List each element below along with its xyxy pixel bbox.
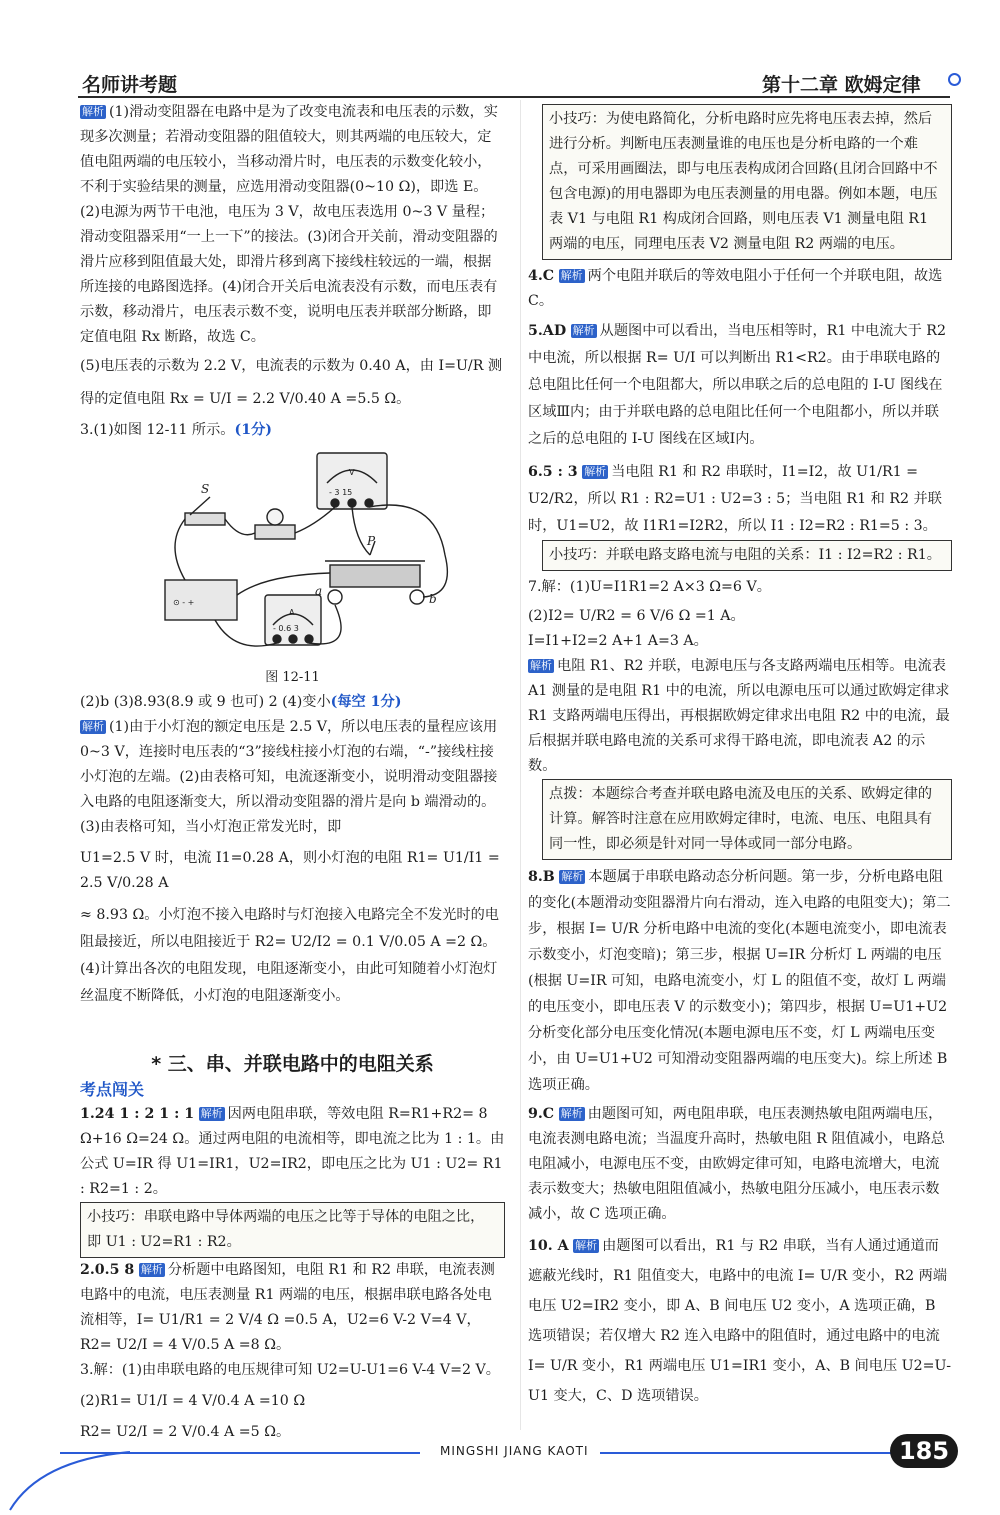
footer-rule [600, 1452, 900, 1454]
answer-4: 4.C 解析 两个电阻并联后的等效电阻小于任何一个并联电阻，故选 C。 [528, 268, 943, 309]
question-3-part2: (2)b (3)8.93(8.9 或 9 也可) 2 (4)变小(每空 1分) [80, 694, 402, 710]
question-3-answer: 3.(1)如图 12-11 所示。(1分) [80, 422, 272, 438]
answer-1: 1.24 1 : 2 1 : 1 解析 因两电阻串联，等效电阻 R=R1+R2= 8 Ω+16 Ω=24 Ω。通过两电阻的电流相等，即电流之比为 1 : 1。由公式 U=IR 得 U1=IR1，U2=IR2，即电压之比为 U1 : U2= R1 : R2=1 : 2。 [80, 1106, 505, 1197]
footer-curve-decoration [0, 1410, 140, 1515]
analysis-tag: 解析 [560, 269, 583, 282]
header-circle-icon [948, 73, 961, 86]
svg-text:a: a [315, 584, 323, 598]
tip-box: 小技巧：串联电路中导体两端的电压之比等于导体的电阻之比，即 U1 : U2=R1 : R2。 [80, 1202, 505, 1258]
answer-7: 7.解：(1)U=I1R1=2 A×3 Ω=6 V。 [528, 579, 771, 595]
svg-text:- 0.6 3: - 0.6 3 [273, 624, 299, 633]
analysis-tag: 解析 [561, 870, 584, 883]
analysis-tag: 解析 [560, 1107, 583, 1120]
tip-box: 点拨：本题综合考查并联电路电流及电压的关系、欧姆定律的计算。解答时注意在应用欧姆定律时，电流、电压、电阻具有同一性，即必须是针对同一导体或同一部分电路。 [542, 779, 952, 860]
solution-paragraph: 解析 (1)由于小灯泡的额定电压是 2.5 V，所以电压表的量程应该用 0~3 V，连接时电压表的“3”接线柱接小灯泡的右端，“-”接线柱接小灯泡的左端。(2)由表格可知，电流逐渐变小，说明滑动变阻器接入电路的电阻逐渐变大，所以滑动变阻器的滑片是向 b 端滑动的。(3)由表格可知，当小灯泡正常发光时，即 [80, 719, 498, 835]
formula-line: I=I1+I2=2 A+1 A=3 A。 [528, 633, 708, 649]
svg-text:⊙ - +: ⊙ - + [173, 598, 195, 607]
page-number: 185 [890, 1434, 958, 1468]
svg-text:P: P [367, 534, 376, 548]
answer-10: 10. A 解析 由题图可以看出，R1 与 R2 串联，当有人通过通道而遮蔽光线时，R1 阻值变大，电路中的电流 I= U/R 变小，R2 两端电压 U2=IR2 变小，即 A、B 间电压 U2 变小，A 选项正确，B 选项错误；若仅增大 R2 连入电路中的阻值时，通过电路中的电流 I= U/R 变小，R1 两端电压 U1=IR1 变小，A、B 间电压 U2=U-U1 变大，C、D 选项错误。 [528, 1238, 952, 1404]
analysis-tag: 解析 [584, 465, 607, 478]
footer-rule [60, 1452, 420, 1454]
answer-9: 9.C 解析 由题图可知，两电阻串联，电压表测热敏电阻两端电压，电流表测电路电流；当温度升高时，热敏电阻 R 阻值减小，电路总电阻减小，电源电压不变，由欧姆定律可知，电路电流增大，电流表示数变大；热敏电阻阻值减小，热敏电阻分压减小，电压表示数减小，故 C 选项正确。 [528, 1106, 945, 1222]
formula-line: (5)电压表的示数为 2.2 V，电流表的示数为 0.40 A，由 I=U/R 测 [80, 358, 503, 374]
analysis-tag: 解析 [82, 720, 104, 733]
answer-6: 6.5 : 3 解析 当电阻 R1 和 R2 串联时，I1=I2，故 U1/R1 = U2/R2，所以 R1 : R2=U1 : U2=3 : 5；当电阻 R1 和 R2 并联时，U1=U2，故 I1R1=I2R2，所以 I1 : I2=R2 : R1=5 : 3。 [528, 464, 942, 534]
tip-box: 小技巧：并联电路支路电流与电阻的关系：I1 : I2=R2 : R1。 [542, 540, 952, 571]
analysis-tag: 解析 [140, 1263, 163, 1276]
svg-text:b: b [429, 592, 437, 606]
analysis-tag: 解析 [82, 105, 104, 118]
header-rule [78, 96, 950, 98]
tip-box: 小技巧：为使电路简化，分析电路时应先将电压表去掉，然后进行分析。判断电压表测量谁的电压也是分析电路的一个难点，可采用画圈法，即与电压表构成闭合回路(且闭合回路中不包含电源)的用电器即为电压表测量的用电器。例如本题，电压表 V1 与电阻 R1 构成闭合回路，则电压表 V1 测量电阻 R1 两端的电压，同理电压表 V2 测量电阻 R2 两端的电压。 [542, 104, 952, 260]
svg-text:S: S [201, 482, 210, 496]
footer-brand: MINGSHI JIANG KAOTI [440, 1444, 589, 1458]
header-chapter-title: 第十二章 欧姆定律 [762, 74, 921, 96]
answer-5: 5.AD 解析 从题图中可以看出，当电压相等时，R1 中电流大于 R2 中电流，所以根据 R= U/I 可以判断出 R1<R2。由于串联电路的总电阻比任何一个电阻都大，所以串联之后的总电阻的 I-U 图线在区域Ⅲ内；由于并联电路的总电阻比任何一个电阻都小，所以并联之后的总电阻的 I-U 图线在区域Ⅰ内。 [528, 323, 947, 447]
analysis-tag: 解析 [575, 1239, 598, 1252]
analysis-tag: 解析 [200, 1107, 223, 1120]
solution-paragraph: 解析 (1)滑动变阻器在电路中是为了改变电流表和电压表的示数，实现多次测量；若滑动变阻器的阻值较大，则其两端的电压较大，定值电阻两端的电压较小，当移动滑片时，电压表的示数变化较小，不利于实验结果的测量，应选用滑动变阻器(0~10 Ω)，即选 E。(2)电源为两节干电池，电压为 3 V，故电压表选用 0~3 V 量程；滑动变阻器采用“一上一下”的接法。(3)闭合开关前，滑动变阻器的滑片应移到阻值最大处，即滑片移到离下接线柱较远的一端，根据所连接的电路图选择。(4)闭合开关后电流表没有示数，而电压表有示数，移动滑片，电压表示数不变，说明电压表并联部分断路，即定值电阻 Rx 断路，故选 C。 [80, 104, 498, 345]
left-column [80, 100, 505, 1445]
analysis-tag: 解析 [572, 324, 595, 337]
figure-caption: 图 12-11 [265, 670, 320, 685]
answer-3: 3.解：(1)由串联电路的电压规律可知 U2=U-U1=6 V-4 V=2 V。 [80, 1362, 500, 1378]
right-column [528, 104, 952, 1411]
formula-line: (2)R1= U1/I = 4 V/0.4 A =10 Ω [80, 1393, 306, 1409]
answer-2: 2.0.5 8 解析 分析题中电路图知，电阻 R1 和 R2 串联，电流表测电路中的电流，电压表测量 R1 两端的电压，根据串联电路各处电流相等，I= U1/R1 = 2 V/4 Ω =0.5 A，U2=6 V-2 V=4 V，R2= U2/I = 4 V/0.5 A =8 Ω。 [80, 1262, 495, 1353]
svg-text:V: V [349, 468, 355, 477]
svg-text:- 3 15: - 3 15 [329, 488, 353, 497]
solution-paragraph: 解析 电阻 R1、R2 并联，电源电压与各支路两端电压相等。电流表 A1 测量的是电阻 R1 中的电流，所以电源电压可以通过欧姆定律求 R1 支路两端电压得出，再根据欧姆定律求出电阻 R2 中的电流，最后根据并联电路电流的关系可求得干路电流，即电流表 A2 的示数。 [528, 658, 950, 774]
circuit-figure [155, 445, 495, 665]
column-divider [520, 100, 521, 1430]
analysis-tag: 解析 [530, 659, 552, 672]
formula-line: U1=2.5 V 时，电流 I1=0.28 A，则小灯泡的电阻 R1= U1/I1 = 2.5 V/0.28 A [80, 850, 500, 891]
subsection-heading: 考点闯关 [80, 1080, 145, 1099]
answer-8: 8.B 解析 本题属于串联电路动态分析问题。第一步，分析电路电阻的变化(本题滑动变阻器滑片向右滑动，连入电路的电阻变大)；第二步，根据 I= U/R 分析电路中电流的变化(本题电流变小，即电流表示数变小，灯泡变暗)；第三步，根据 U=IR 分析灯 L 两端的电压(根据 U=IR 可知，电路电流变小，灯 L 的阻值不变，故灯 L 两端的电压变小，即电压表 V 的示数变小)；第四步，根据 U=U1+U2 分析变化部分电压变化情况(本题电源电压不变，灯 L 两端电压变小，由 U=U1+U2 可知滑动变阻器两端的电压变大)。综上所述 B 选项正确。 [528, 869, 951, 1093]
svg-text:A: A [289, 608, 295, 617]
formula-line: R2= U2/I = 2 V/0.4 A =5 Ω。 [80, 1424, 291, 1440]
circuit-diagram [155, 445, 495, 665]
solution-paragraph: ≈ 8.93 Ω。小灯泡不接入电路时与灯泡接入电路完全不发光时的电阻最接近，所以电阻接近于 R2= U2/I2 = 0.1 V/0.05 A =2 Ω。(4)计算出各次的电阻发现，电阻逐渐变小，由此可知随着小灯泡灯丝温度不断降低，小灯泡的电阻逐渐变小。 [80, 907, 499, 1004]
formula-line: (2)I2= U/R2 = 6 V/6 Ω =1 A。 [528, 608, 745, 624]
formula-line: 得的定值电阻 Rx = U/I = 2.2 V/0.40 A =5.5 Ω。 [80, 391, 411, 407]
header-book-title: 名师讲考题 [82, 74, 178, 96]
section-heading: * 三、串、并联电路中的电阻关系 [151, 1053, 434, 1075]
